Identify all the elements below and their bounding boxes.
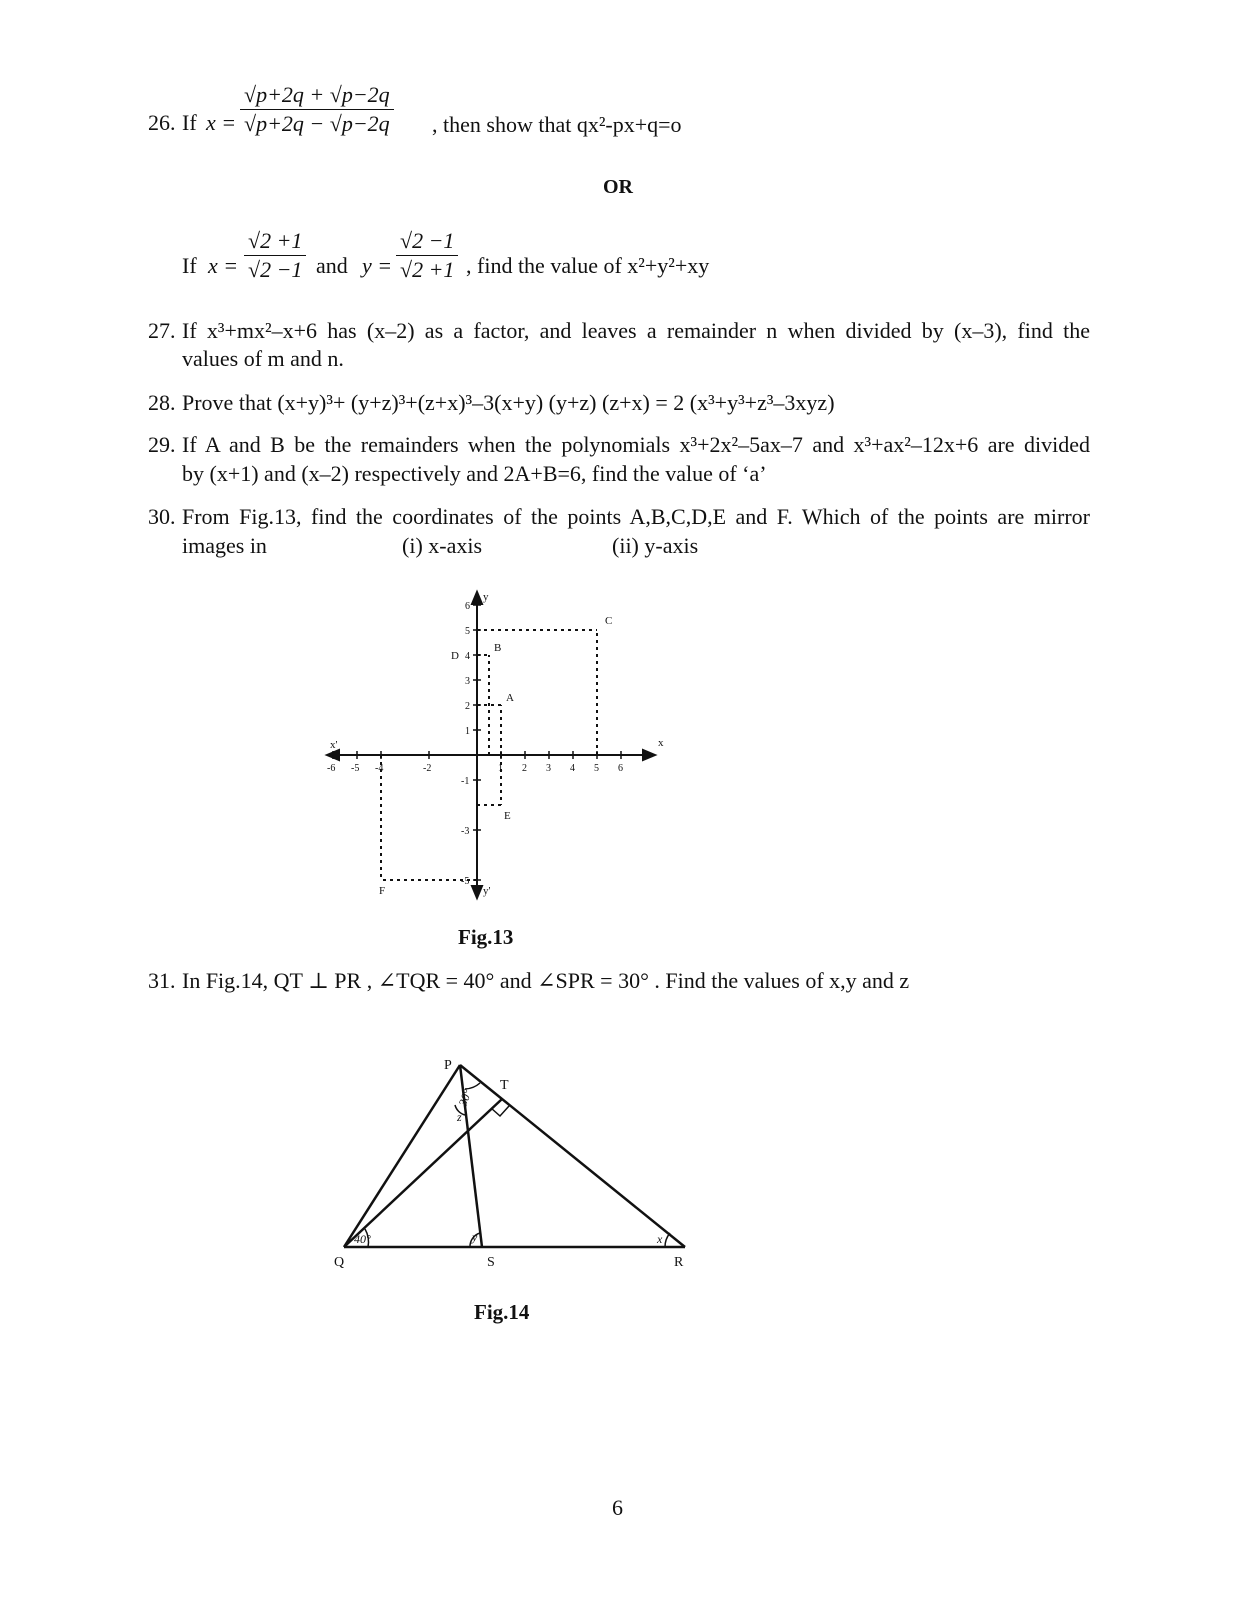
fig13-y-tick-label: 5 [465, 626, 470, 637]
page-number: 6 [612, 1495, 623, 1520]
fig13-x-arrow-right [643, 750, 655, 760]
fig13-x-tick-label: 4 [570, 763, 575, 774]
q26-if: If [182, 110, 197, 135]
fig13-point-f: F [379, 885, 386, 897]
fig13-y-tick-label: 1 [465, 726, 470, 737]
or-label: OR [603, 176, 633, 198]
q26b-x-fraction [244, 228, 306, 283]
fig13-y-neg-label: y' [483, 885, 491, 897]
q26-denominator: √p+2q − √p−2q [244, 111, 390, 136]
q29-line1: If A and B be the remainders when the polynomials x³+2x²–5ax–7 and x³+ax²–12x+6 are divided [182, 432, 1090, 457]
fig13-y-tick-label: 4 [465, 651, 470, 662]
fig13-x-tick-label: 6 [618, 763, 623, 774]
q26b-y-numerator: √2 −1 [400, 228, 455, 253]
q30-line2c: (ii) y-axis [612, 533, 699, 558]
q26b-and: and [316, 253, 348, 278]
q30-line2b: (i) x-axis [402, 533, 483, 558]
q27-line2: values of m and n. [182, 346, 344, 371]
fig13-x-tick-label: -4 [375, 763, 384, 774]
q29-number: 29. [148, 432, 176, 457]
q31-text: In Fig.14, QT ⊥ PR , ∠TQR = 40° and ∠SPR = 30° . Find the values of x,y and z [182, 968, 910, 993]
fig13-y-tick-label: 2 [465, 701, 470, 712]
fig14-angle-arc-p [465, 1083, 480, 1089]
q26-fraction [240, 82, 394, 137]
q30-number: 30. [148, 504, 176, 529]
q28-number: 28. [148, 390, 176, 415]
q26-numerator: √p+2q + √p−2q [244, 82, 390, 107]
q30-line1: From Fig.13, find the coordinates of the points A,B,C,D,E and F. Which of the points are mirror [182, 504, 1090, 529]
fig13-y-tick-label: -3 [461, 826, 470, 837]
fig14-label-t: T [500, 1078, 509, 1093]
q26b-y-fraction [396, 228, 458, 283]
fig13-y-label: y [483, 591, 489, 603]
fig13-x-tick-label: 2 [522, 763, 527, 774]
q26b-x-numerator: √2 +1 [248, 228, 303, 253]
q26-x-eq: x = [206, 110, 237, 135]
fig13-caption: Fig.13 [458, 925, 514, 949]
fig13-y-tick-label: 6 [465, 601, 470, 612]
fig13-y-tick-label: -5 [461, 876, 470, 887]
fig13-coordinate-plane [300, 580, 680, 910]
fig13-y-arrow-down [472, 886, 482, 898]
q31-number: 31. [148, 968, 176, 993]
fig13-point-b: B [494, 642, 502, 654]
fig13-x-label: x [658, 737, 664, 749]
q27-line1: If x³+mx²–x+6 has (x–2) as a factor, and leaves a remainder n when divided by (x–3), find the [182, 318, 1090, 343]
fig13-x-tick-label: 1 [498, 763, 503, 774]
fig14-label-q: Q [334, 1255, 345, 1270]
fig13-y-tick-label: -1 [461, 776, 470, 787]
fig14-label-r: R [674, 1255, 684, 1270]
fig13-y-tick-label: 3 [465, 676, 470, 687]
fig14-side-pr [460, 1065, 685, 1247]
q26b-tail: , find the value of x²+y²+xy [466, 253, 710, 278]
q26b-if: If [182, 253, 197, 278]
fig14-angle-q: 40° [354, 1232, 371, 1246]
fig13-x-neg-label: x' [330, 739, 338, 751]
fig14-angle-p: 30° [455, 1087, 475, 1109]
q28-line1: Prove that (x+y)³+ (y+z)³+(z+x)³–3(x+y) (y+z) (z+x) = 2 (x³+y³+z³–3xyz) [182, 390, 835, 415]
fig14-label-p: P [444, 1058, 452, 1073]
q26b-x-eq: x = [208, 253, 239, 278]
q27-number: 27. [148, 318, 176, 343]
q26-number: 26. [148, 110, 176, 135]
q26-tail: , then show that qx²-px+q=o [432, 112, 682, 137]
fig13-x-tick-label: 5 [594, 763, 599, 774]
fig14-angle-arc-r [665, 1233, 670, 1247]
fig13-x-tick-label: -6 [327, 763, 336, 774]
fig13-x-tick-label: -5 [351, 763, 360, 774]
fig14-angle-s: y [472, 1230, 478, 1244]
fig14-caption: Fig.14 [474, 1300, 530, 1324]
q26b-y-eq: y = [362, 253, 393, 278]
fig13-x-tick-label: 3 [546, 763, 551, 774]
q26b-x-denominator: √2 −1 [248, 257, 303, 282]
fig13-point-c: C [605, 615, 613, 627]
fig13-point-a: A [506, 692, 514, 704]
q29-line2: by (x+1) and (x–2) respectively and 2A+B=6, find the value of ‘a’ [182, 461, 767, 486]
fig13-point-d: D [451, 650, 459, 662]
fig14-label-s: S [487, 1255, 495, 1270]
fig13-x-tick-label: -2 [423, 763, 432, 774]
fig14-angle-z: z [457, 1110, 462, 1124]
q26b-y-denominator: √2 +1 [400, 257, 455, 282]
q30-line2a: images in [182, 533, 267, 558]
fig14-angle-r: x [657, 1232, 663, 1246]
fig13-point-e: E [504, 810, 511, 822]
fig13-y-arrow-up [472, 592, 482, 604]
fig14-triangle [320, 1045, 720, 1275]
